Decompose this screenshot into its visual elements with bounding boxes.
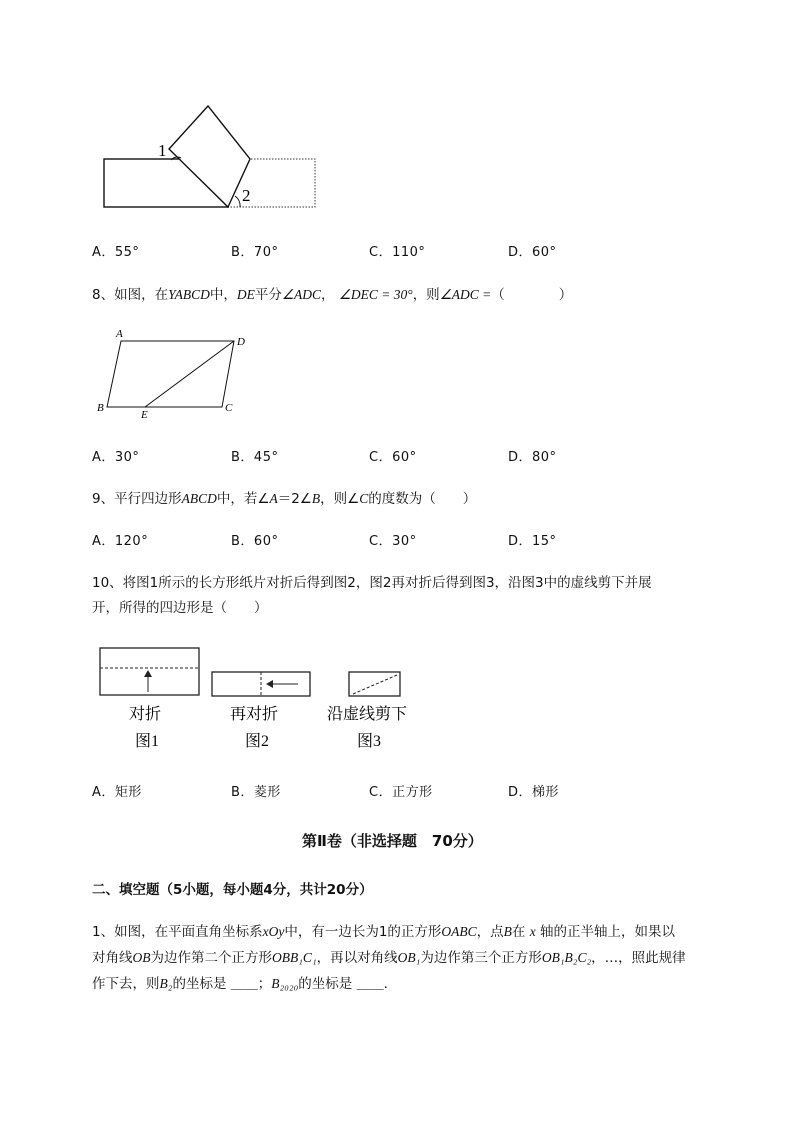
- fig1-caption: 对折: [129, 706, 162, 723]
- fig2-caption: 再对折: [230, 706, 279, 723]
- fill1-text: ，…，照此规律: [591, 950, 686, 966]
- q8-text: ，则: [412, 287, 440, 303]
- paper-fold-figure: [95, 640, 435, 760]
- fig3-rectangle: [349, 672, 400, 696]
- fig3-caption: 沿虚线剪下: [327, 706, 408, 723]
- folded-rectangle: [169, 106, 250, 207]
- q7-option-d[interactable]: D．60°: [508, 245, 557, 260]
- vertex-c: C: [225, 402, 233, 414]
- q8-option-d[interactable]: D．80°: [508, 450, 557, 465]
- q9-option-d[interactable]: D．15°: [508, 534, 557, 549]
- q8-answer-blank[interactable]: （ ）: [491, 287, 573, 303]
- q8-option-c[interactable]: C．60°: [369, 450, 417, 465]
- angle-1-label: 1: [158, 141, 167, 160]
- q8-segment: DE: [236, 287, 255, 302]
- q8-parallelogram: YABCD: [168, 287, 210, 302]
- fig2-arrowhead-icon: [266, 680, 273, 688]
- q9-text: 9、平行四边形: [92, 491, 182, 507]
- diagonal-ob1: OB₁: [397, 950, 421, 965]
- q8-text: 中，: [209, 287, 237, 303]
- square-obb1c1: OBB₁C₁: [272, 950, 317, 965]
- q9-answer-blank[interactable]: 的度数为（ ）: [368, 491, 477, 507]
- fig3-label: 图3: [357, 733, 382, 750]
- q8-angle-adc: ∠ADC: [281, 287, 322, 302]
- q9-parallelogram: ABCD: [181, 491, 217, 506]
- q10-stem-line1: 10、将图1所示的长方形纸片对折后得到图2，图2再对折后得到图3，沿图3中的虚线剪下并展: [92, 575, 652, 591]
- q7-option-c[interactable]: C．110°: [369, 245, 426, 260]
- fig2-label: 图2: [245, 733, 270, 750]
- vertex-d: D: [237, 336, 245, 348]
- fill1-text: ，再以对角线: [316, 950, 398, 966]
- q10-option-c[interactable]: C．正方形: [369, 785, 433, 800]
- part2-title: 第Ⅱ卷（非选择题 70分）: [302, 832, 483, 850]
- parallelogram-abcd: [107, 341, 234, 407]
- fig1-rectangle: [100, 648, 199, 695]
- diagonal-ob: OB: [132, 950, 151, 965]
- q9-angle-c: C: [359, 491, 369, 506]
- fill1-line1: [92, 920, 675, 940]
- fill1-text: 作下去，则: [92, 976, 160, 992]
- q8-text: ，: [321, 287, 335, 303]
- fill1-text: 轴的正半轴上，如果以: [540, 924, 676, 940]
- q10-stem-line2[interactable]: 开，所得的四边形是（ ）: [92, 600, 268, 616]
- fold-strip-figure: [95, 100, 325, 215]
- q9-option-a[interactable]: A．120°: [92, 534, 149, 549]
- q8-angle-dec: ∠DEC = 30°: [338, 287, 413, 302]
- q7-option-a[interactable]: A．55°: [92, 245, 140, 260]
- fill1-text: 中，有一边长为1的正方形: [284, 924, 442, 940]
- parallelogram-figure: [92, 326, 257, 421]
- q7-option-b[interactable]: B．70°: [231, 245, 279, 260]
- q10-option-a[interactable]: A．矩形: [92, 785, 142, 800]
- fill1-blank-1[interactable]: 的坐标是 ＿＿；: [172, 976, 272, 992]
- q8-option-a[interactable]: A．30°: [92, 450, 140, 465]
- point-b2: B₂: [159, 976, 173, 991]
- fill1-text: 为边作第二个正方形: [150, 950, 272, 966]
- fill1-text: 在: [511, 924, 526, 940]
- q8-angle-adc-ask: ∠ADC =: [439, 287, 492, 302]
- angle-2-label: 2: [242, 186, 251, 205]
- fig1-arrowhead-icon: [144, 670, 152, 677]
- fill1-line3: [92, 972, 388, 992]
- q8-option-b[interactable]: B．45°: [231, 450, 279, 465]
- square-ob1b2c2: OB₁B₂C₂: [541, 950, 592, 965]
- fill1-text: 对角线: [92, 950, 133, 966]
- point-b2020: B₂₀₂₀: [271, 976, 299, 991]
- fill1-line2: [92, 946, 686, 966]
- fill1-text: ，点: [476, 924, 504, 940]
- q10-option-b[interactable]: B．菱形: [231, 785, 281, 800]
- section2-title: 二、填空题（5小题，每小题4分，共计20分）: [92, 882, 373, 898]
- segment-de: [145, 341, 234, 407]
- q8-text: 平分: [254, 287, 282, 303]
- angle-2-arc: [235, 196, 240, 207]
- vertex-b: B: [97, 402, 104, 414]
- fig3-dashed-cut: [353, 675, 397, 694]
- q10-option-d[interactable]: D．梯形: [508, 785, 560, 800]
- q9-angle-a: A: [269, 491, 278, 506]
- vertex-e: E: [141, 409, 148, 421]
- point-b: B: [503, 924, 512, 939]
- square-oabc: OABC: [441, 924, 477, 939]
- q9-text: ，则∠: [320, 491, 360, 507]
- q8-text: 8、如图，在: [92, 287, 169, 303]
- q9-stem: [92, 487, 476, 507]
- fill1-text: 为边作第三个正方形: [420, 950, 542, 966]
- fill1-text: 1、如图，在平面直角坐标系: [92, 924, 263, 940]
- x-axis: x: [529, 924, 536, 939]
- fill1-blank-2[interactable]: 的坐标是 ＿＿.: [298, 976, 388, 992]
- q9-angle-b: B: [311, 491, 321, 506]
- coord-system-xoy: xOy: [262, 924, 285, 939]
- q9-text: 中，若∠: [216, 491, 270, 507]
- q9-option-b[interactable]: B．60°: [231, 534, 279, 549]
- q9-text: ＝2∠: [277, 491, 312, 507]
- q8-stem: [92, 283, 572, 303]
- fig1-label: 图1: [135, 733, 160, 750]
- q9-option-c[interactable]: C．30°: [369, 534, 417, 549]
- vertex-a: A: [116, 328, 123, 340]
